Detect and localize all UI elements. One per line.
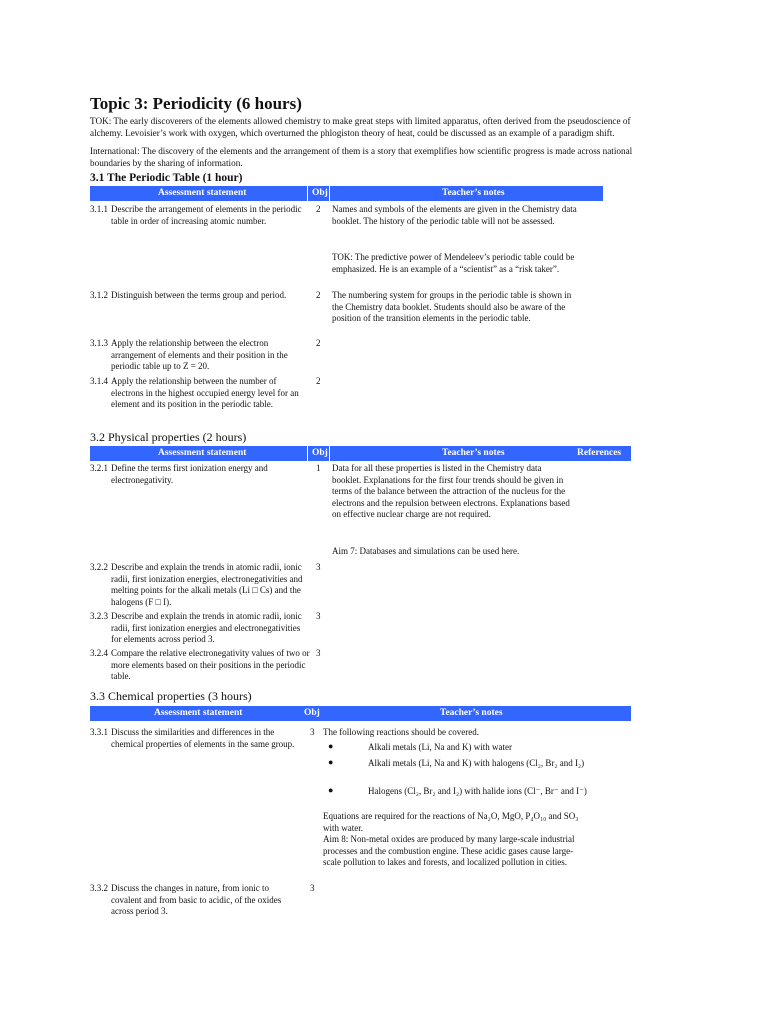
col-obj: Obj bbox=[312, 448, 328, 458]
bullet-icon: ● bbox=[328, 785, 334, 795]
col-assessment-statement: Assessment statement bbox=[158, 188, 247, 198]
col-teachers-notes: Teacher’s notes bbox=[440, 708, 503, 718]
row-number: 3.2.3 bbox=[90, 611, 108, 621]
page-title: Topic 3: Periodicity (6 hours) bbox=[90, 94, 302, 113]
row-note-intro: The following reactions should be covered. bbox=[323, 727, 479, 737]
bullet-text: Alkali metals (Li, Na and K) with water bbox=[368, 742, 512, 752]
row-obj: 3 bbox=[316, 648, 321, 658]
row-number: 3.2.2 bbox=[90, 562, 108, 572]
row-statement: Compare the relative electronegativity values of two or more elements based on their positions in the periodic table. bbox=[111, 648, 310, 681]
col-obj: Obj bbox=[304, 708, 320, 718]
col-teachers-notes: Teacher’s notes bbox=[442, 188, 505, 198]
row-obj: 1 bbox=[316, 463, 321, 473]
row-statement: Define the terms first ionization energy and electronegativity. bbox=[111, 463, 268, 485]
table-header-3-1 bbox=[90, 186, 603, 201]
row-obj: 3 bbox=[316, 611, 321, 621]
row-number: 3.3.2 bbox=[90, 883, 108, 893]
section-heading-3-3: 3.3 Chemical properties (3 hours) bbox=[90, 689, 252, 703]
row-note: The numbering system for groups in the periodic table is shown in the Chemistry data booklet. Students should also be aware of the position of the transition elements in the periodic table. bbox=[332, 290, 572, 323]
bullet-text: Alkali metals (Li, Na and K) with halogens (Cl₂, Br₂ and I₂) bbox=[368, 758, 585, 768]
row-number: 3.1.4 bbox=[90, 376, 108, 386]
section-heading-3-2: 3.2 Physical properties (2 hours) bbox=[90, 430, 247, 444]
row-obj: 2 bbox=[316, 376, 321, 386]
col-teachers-notes: Teacher’s notes bbox=[442, 448, 505, 458]
col-references: References bbox=[577, 448, 622, 458]
row-statement: Discuss the changes in nature, from ionic to covalent and from basic to acidic, of the oxides across period 3. bbox=[111, 883, 282, 916]
row-statement: Discuss the similarities and differences in the chemical properties of elements in the same group. bbox=[111, 727, 295, 749]
col-obj: Obj bbox=[312, 188, 328, 198]
row-number: 3.2.4 bbox=[90, 648, 108, 658]
international-paragraph: International: The discovery of the elements and the arrangement of them is a story that exemplifies how scientific progress is made across national boundaries by the sharing of information. bbox=[90, 146, 633, 168]
row-note-tok: TOK: The predictive power of Mendeleev’s periodic table could be emphasized. He is an example of a “scientist” as a “risk taker”. bbox=[332, 252, 575, 274]
row-number: 3.1.3 bbox=[90, 338, 108, 348]
row-obj: 3 bbox=[310, 883, 315, 893]
col-assessment-statement: Assessment statement bbox=[158, 448, 247, 458]
row-obj: 2 bbox=[316, 204, 321, 214]
bullet-icon: ● bbox=[328, 741, 334, 751]
row-note-aim: Aim 7: Databases and simulations can be used here. bbox=[332, 546, 520, 556]
row-note-aim: Aim 8: Non-metal oxides are produced by many large-scale industrial processes and the combustion engine. These acidic gases cause large-scale pollution to lakes and forests, and localized pollution in cities. bbox=[323, 834, 575, 867]
row-number: 3.2.1 bbox=[90, 463, 108, 473]
row-note: Data for all these properties is listed in the Chemistry data booklet. Explanations for the first four trends should be given in terms of the balance between the attraction of the nucleus for the electrons and the repulsion between electrons. Explanations based on effective nuclear charge are not required. bbox=[332, 463, 570, 519]
table-header-3-2 bbox=[90, 446, 631, 461]
row-statement: Describe and explain the trends in atomic radii, ionic radii, first ionization energies, electronegativities and melting points for the alkali metals (Li □ Cs) and the halogens (F □ I). bbox=[111, 562, 303, 607]
section-heading-3-1: 3.1 The Periodic Table (1 hour) bbox=[90, 172, 243, 184]
row-statement: Apply the relationship between the electron arrangement of elements and their position in the periodic table up to Z = 20. bbox=[111, 338, 288, 371]
bullet-text: Halogens (Cl₂, Br₂ and I₂) with halide ions (Cl⁻, Br⁻ and I⁻) bbox=[368, 786, 587, 796]
table-header-3-3 bbox=[90, 706, 631, 721]
row-note: Names and symbols of the elements are given in the Chemistry data booklet. The history of the periodic table will not be assessed. bbox=[332, 204, 577, 226]
row-statement: Describe and explain the trends in atomic radii, ionic radii, first ionization energies and electronegativities for elements across period 3. bbox=[111, 611, 302, 644]
row-obj: 3 bbox=[310, 727, 315, 737]
bullet-icon: ● bbox=[328, 757, 334, 767]
row-statement: Apply the relationship between the number of electrons in the highest occupied energy level for an element and its position in the periodic table. bbox=[111, 376, 299, 409]
row-obj: 2 bbox=[316, 338, 321, 348]
row-obj: 3 bbox=[316, 562, 321, 572]
row-number: 3.1.2 bbox=[90, 290, 108, 300]
col-assessment-statement: Assessment statement bbox=[154, 708, 243, 718]
row-note-equations: Equations are required for the reactions of Na₂O, MgO, P₄O₁₀ and SO₃ with water. bbox=[323, 811, 579, 833]
row-number: 3.1.1 bbox=[90, 204, 108, 214]
row-obj: 2 bbox=[316, 290, 321, 300]
row-statement: Describe the arrangement of elements in the periodic table in order of increasing atomic number. bbox=[111, 204, 302, 226]
row-number: 3.3.1 bbox=[90, 727, 108, 737]
row-statement: Distinguish between the terms group and period. bbox=[111, 290, 287, 300]
tok-paragraph: TOK: The early discoverers of the elements allowed chemistry to make great steps with limited apparatus, often derived from the pseudoscience of alchemy. Levoisier’s work with oxygen, which overturned the phlogiston theory of heat, could be discussed as an example of a paradigm shift. bbox=[90, 116, 631, 138]
